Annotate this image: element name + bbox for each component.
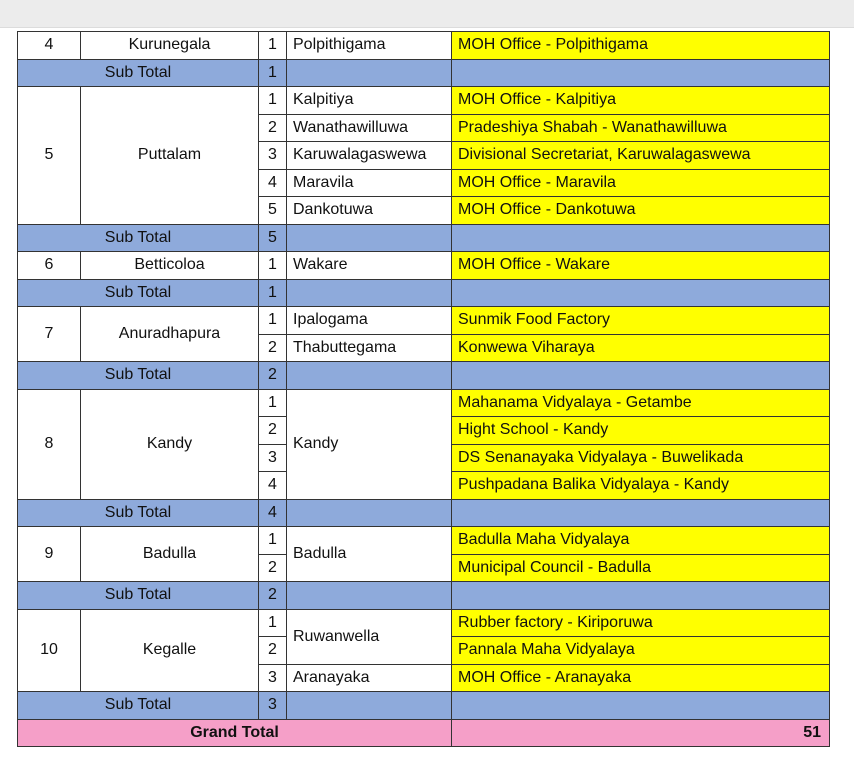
row-index: 1	[259, 87, 287, 115]
row-index: 2	[259, 554, 287, 582]
venue-name: Badulla Maha Vidyalaya	[452, 527, 830, 555]
venue-name: Hight School - Kandy	[452, 417, 830, 445]
row-index: 1	[259, 252, 287, 280]
district-name: Puttalam	[81, 87, 259, 225]
venue-name: Pradeshiya Shabah - Wanathawilluwa	[452, 114, 830, 142]
venue-name: Rubber factory - Kiriporuwa	[452, 609, 830, 637]
sub-total-row	[18, 499, 830, 527]
sub-total-empty-cell	[287, 692, 452, 720]
sub-total-empty-cell	[452, 582, 830, 610]
sub-total-empty-cell	[287, 582, 452, 610]
venue-name: MOH Office - Wakare	[452, 252, 830, 280]
row-index: 1	[259, 32, 287, 60]
group-number: 9	[18, 527, 81, 582]
location-name: Ipalogama	[287, 307, 452, 335]
table-row	[18, 252, 830, 280]
sub-total-value: 2	[259, 582, 287, 610]
table-row	[18, 527, 830, 555]
grand-total-label: Grand Total	[18, 719, 452, 747]
sub-total-value: 2	[259, 362, 287, 390]
venue-name: Pushpadana Balika Vidyalaya - Kandy	[452, 472, 830, 500]
venue-name: DS Senanayaka Vidyalaya - Buwelikada	[452, 444, 830, 472]
grand-total-row	[18, 719, 830, 747]
location-name: Thabuttegama	[287, 334, 452, 362]
table-row	[18, 609, 830, 637]
viewer-top-bar	[0, 0, 854, 28]
location-name: Maravila	[287, 169, 452, 197]
district-name: Kandy	[81, 389, 259, 499]
location-name: Wakare	[287, 252, 452, 280]
row-index: 2	[259, 334, 287, 362]
row-index: 4	[259, 472, 287, 500]
sub-total-value: 4	[259, 499, 287, 527]
venue-name: MOH Office - Aranayaka	[452, 664, 830, 692]
sub-total-label: Sub Total	[18, 362, 259, 390]
locations-table	[17, 31, 830, 747]
venue-name: Mahanama Vidyalaya - Getambe	[452, 389, 830, 417]
venue-name: Konwewa Viharaya	[452, 334, 830, 362]
location-name: Aranayaka	[287, 664, 452, 692]
sub-total-row	[18, 224, 830, 252]
location-name: Polpithigama	[287, 32, 452, 60]
district-name: Kurunegala	[81, 32, 259, 60]
row-index: 2	[259, 114, 287, 142]
sub-total-label: Sub Total	[18, 279, 259, 307]
sub-total-empty-cell	[287, 279, 452, 307]
venue-name: MOH Office - Dankotuwa	[452, 197, 830, 225]
sub-total-label: Sub Total	[18, 582, 259, 610]
row-index: 3	[259, 142, 287, 170]
group-number: 4	[18, 32, 81, 60]
table-row	[18, 307, 830, 335]
sub-total-label: Sub Total	[18, 224, 259, 252]
location-name: Karuwalagaswewa	[287, 142, 452, 170]
group-number: 6	[18, 252, 81, 280]
sub-total-label: Sub Total	[18, 59, 259, 87]
row-index: 1	[259, 527, 287, 555]
sub-total-row	[18, 59, 830, 87]
sub-total-value: 1	[259, 59, 287, 87]
venue-name: Municipal Council - Badulla	[452, 554, 830, 582]
location-name: Kandy	[287, 389, 452, 499]
district-name: Anuradhapura	[81, 307, 259, 362]
row-index: 5	[259, 197, 287, 225]
row-index: 1	[259, 389, 287, 417]
sub-total-empty-cell	[287, 59, 452, 87]
location-name: Badulla	[287, 527, 452, 582]
location-name: Dankotuwa	[287, 197, 452, 225]
sub-total-row	[18, 279, 830, 307]
sub-total-value: 1	[259, 279, 287, 307]
row-index: 1	[259, 307, 287, 335]
location-name: Ruwanwella	[287, 609, 452, 664]
sub-total-empty-cell	[452, 224, 830, 252]
venue-name: MOH Office - Kalpitiya	[452, 87, 830, 115]
sub-total-value: 3	[259, 692, 287, 720]
row-index: 1	[259, 609, 287, 637]
group-number: 10	[18, 609, 81, 692]
venue-name: MOH Office - Polpithigama	[452, 32, 830, 60]
venue-name: Divisional Secretariat, Karuwalagaswewa	[452, 142, 830, 170]
grand-total-value: 51	[452, 719, 830, 747]
table-row	[18, 389, 830, 417]
group-number: 7	[18, 307, 81, 362]
sub-total-empty-cell	[287, 224, 452, 252]
table-row	[18, 32, 830, 60]
sub-total-empty-cell	[452, 499, 830, 527]
district-name: Kegalle	[81, 609, 259, 692]
row-index: 2	[259, 417, 287, 445]
venue-name: Sunmik Food Factory	[452, 307, 830, 335]
table-row	[18, 87, 830, 115]
sub-total-label: Sub Total	[18, 692, 259, 720]
district-name: Badulla	[81, 527, 259, 582]
row-index: 4	[259, 169, 287, 197]
group-number: 5	[18, 87, 81, 225]
venue-name: Pannala Maha Vidyalaya	[452, 637, 830, 665]
location-name: Wanathawilluwa	[287, 114, 452, 142]
venue-name: MOH Office - Maravila	[452, 169, 830, 197]
row-index: 3	[259, 444, 287, 472]
sub-total-label: Sub Total	[18, 499, 259, 527]
row-index: 3	[259, 664, 287, 692]
sub-total-empty-cell	[452, 362, 830, 390]
sub-total-empty-cell	[287, 362, 452, 390]
sub-total-empty-cell	[452, 692, 830, 720]
sub-total-empty-cell	[287, 499, 452, 527]
sub-total-empty-cell	[452, 279, 830, 307]
location-name: Kalpitiya	[287, 87, 452, 115]
sub-total-row	[18, 582, 830, 610]
group-number: 8	[18, 389, 81, 499]
sub-total-empty-cell	[452, 59, 830, 87]
row-index: 2	[259, 637, 287, 665]
sub-total-row	[18, 362, 830, 390]
sub-total-value: 5	[259, 224, 287, 252]
sub-total-row	[18, 692, 830, 720]
district-name: Betticoloa	[81, 252, 259, 280]
